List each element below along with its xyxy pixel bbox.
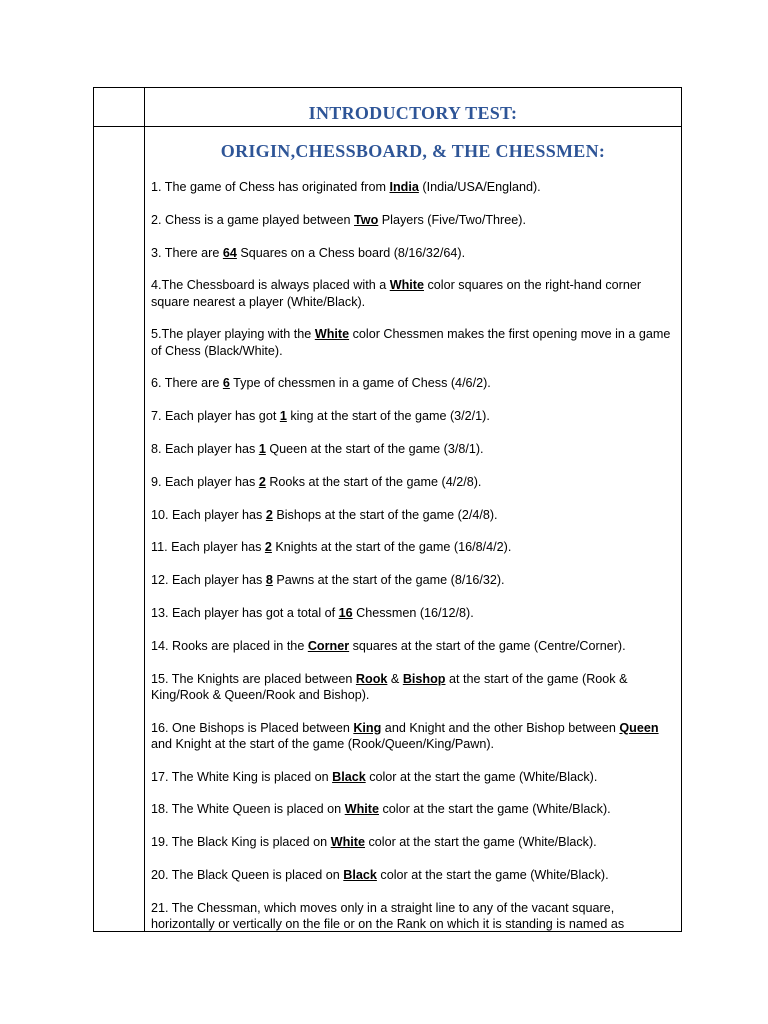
answer: Queen bbox=[619, 720, 659, 735]
answer: 8 bbox=[265, 573, 273, 588]
answer: 64 bbox=[222, 245, 237, 260]
answer: King bbox=[353, 720, 382, 735]
question-item: 3. There are 64 Squares on a Chess board (8/16/32/64). bbox=[151, 245, 466, 260]
question-item: 10. Each player has 2 Bishops at the start of the game (2/4/8). bbox=[151, 507, 498, 522]
test-table bbox=[93, 87, 682, 932]
question-item: 11. Each player has 2 Knights at the start of the game (16/8/4/2). bbox=[151, 540, 512, 555]
answer: Corner bbox=[307, 638, 350, 653]
page-subtitle: ORIGIN,CHESSBOARD, & THE CHESSMEN: bbox=[220, 141, 606, 161]
question-item: 15. The Knights are placed between Rook & Bishop at the start of the game (Rook & King/Rook & Queen/Rook and Bishop). bbox=[151, 671, 628, 702]
question-item: 12. Each player has 8 Pawns at the start of the game (8/16/32). bbox=[151, 573, 505, 588]
question-item: 1. The game of Chess has originated from India (India/USA/England). bbox=[151, 180, 541, 194]
answer: White bbox=[330, 835, 365, 850]
answer: White bbox=[389, 278, 424, 293]
row-divider bbox=[94, 126, 681, 127]
question-item: 6. There are 6 Type of chessmen in a game of Chess (4/6/2). bbox=[151, 376, 491, 391]
question-item: 20. The Black Queen is placed on Black color at the start the game (White/Black). bbox=[151, 867, 609, 882]
answer: Rook bbox=[355, 671, 388, 686]
answer: Black bbox=[343, 867, 377, 882]
question-item: 9. Each player has 2 Rooks at the start of the game (4/2/8). bbox=[151, 474, 482, 489]
answer: 2 bbox=[264, 540, 272, 555]
answer: 6 bbox=[222, 376, 230, 391]
answer: Bishop bbox=[402, 671, 446, 686]
answer: India bbox=[389, 180, 419, 194]
answer: White bbox=[344, 802, 379, 817]
answer: 1 bbox=[279, 409, 287, 424]
question-item: 5.The player playing with the White color Chessmen makes the first opening move in a game of Chess (Black/White). bbox=[151, 327, 671, 358]
question-item: 7. Each player has got 1 king at the start of the game (3/2/1). bbox=[151, 409, 490, 424]
answer: 2 bbox=[258, 474, 266, 489]
answer: Two bbox=[354, 212, 379, 227]
question-item: 16. One Bishops is Placed between King and Knight and the other Bishop between Queen and Knight at the start of the game (Rook/Queen/King/Pawn). bbox=[151, 720, 659, 751]
question-item: 13. Each player has got a total of 16 Chessmen (16/12/8). bbox=[151, 605, 474, 620]
question-item: 8. Each player has 1 Queen at the start of the game (3/8/1). bbox=[151, 441, 484, 456]
answer: Black bbox=[332, 769, 366, 784]
column-divider bbox=[144, 88, 145, 931]
question-item: 21. The Chessman, which moves only in a straight line to any of the vacant square, horizontally or vertically on the file or on the Rank on which it is standing is named as bbox=[151, 900, 625, 931]
question-item: 19. The Black King is placed on White color at the start the game (White/Black). bbox=[151, 835, 597, 850]
answer: 2 bbox=[265, 507, 273, 522]
answer: White bbox=[314, 327, 350, 342]
question-item: 14. Rooks are placed in the Corner squares at the start of the game (Centre/Corner). bbox=[151, 638, 626, 653]
answer: 16 bbox=[338, 605, 353, 620]
question-item: 2. Chess is a game played between Two Players (Five/Two/Three). bbox=[151, 212, 526, 227]
question-item: 4.The Chessboard is always placed with a White color squares on the right-hand corner square nearest a player (White/Black). bbox=[151, 278, 642, 309]
question-item: 18. The White Queen is placed on White color at the start the game (White/Black). bbox=[151, 802, 611, 817]
page-title: INTRODUCTORY TEST: bbox=[308, 103, 518, 123]
question-list bbox=[151, 179, 671, 932]
question-item: 17. The White King is placed on Black color at the start the game (White/Black). bbox=[151, 769, 598, 784]
answer: 1 bbox=[258, 441, 266, 456]
